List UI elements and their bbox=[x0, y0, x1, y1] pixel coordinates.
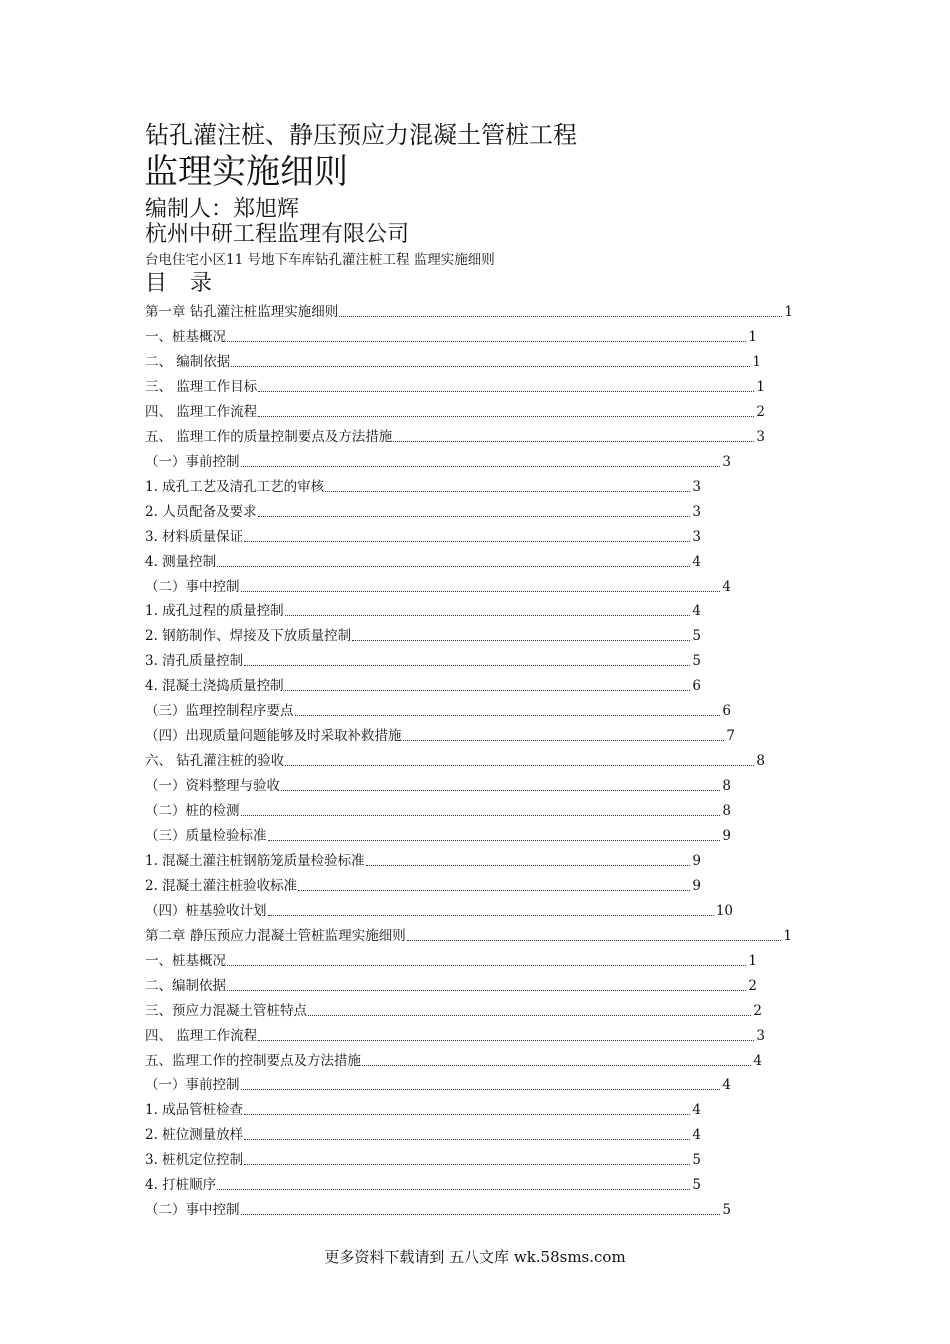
toc-dot-leader bbox=[244, 541, 690, 542]
toc-entry[interactable] bbox=[145, 1051, 762, 1069]
toc-entry-label: 第二章 静压预应力混凝土管桩监理实施细则 bbox=[145, 927, 406, 944]
toc-entry[interactable] bbox=[145, 402, 765, 420]
toc-entry[interactable] bbox=[145, 1150, 701, 1168]
toc-entry-label: 二、编制依据 bbox=[145, 977, 226, 994]
toc-entry-page: 1 bbox=[748, 328, 757, 345]
toc-entry-page: 6 bbox=[722, 703, 731, 720]
toc-entry-page: 5 bbox=[692, 653, 701, 670]
toc-entry[interactable] bbox=[145, 1001, 762, 1019]
toc-entry[interactable] bbox=[145, 427, 765, 445]
toc-dot-leader bbox=[241, 815, 721, 816]
toc-dot-leader bbox=[285, 690, 691, 691]
toc-entry-page: 1 bbox=[752, 353, 761, 370]
toc-dot-leader bbox=[407, 940, 782, 941]
toc-dot-leader bbox=[362, 1065, 751, 1066]
toc-entry-page: 5 bbox=[722, 1202, 731, 1219]
toc-entry-page: 5 bbox=[692, 628, 701, 645]
toc-entry-label: 2. 混凝土灌注桩验收标准 bbox=[145, 877, 298, 894]
toc-entry-page: 4 bbox=[692, 1102, 701, 1119]
toc-dot-leader bbox=[227, 965, 746, 966]
toc-dot-leader bbox=[241, 1214, 721, 1215]
toc-entry-page: 8 bbox=[722, 778, 731, 794]
toc-entry-page: 10 bbox=[715, 902, 733, 919]
toc-dot-leader bbox=[244, 1114, 690, 1115]
toc-entry[interactable] bbox=[145, 1125, 701, 1143]
toc-dot-leader bbox=[308, 1015, 751, 1016]
toc-dot-leader bbox=[258, 516, 691, 517]
toc-entry-label: （四）出现质量问题能够及时采取补救措施 bbox=[145, 728, 402, 745]
toc-dot-leader bbox=[281, 790, 720, 791]
toc-entry[interactable] bbox=[145, 1175, 701, 1193]
toc-entry-page: 4 bbox=[722, 1077, 731, 1094]
toc-entry-label: （三）监理控制程序要点 bbox=[145, 703, 294, 720]
toc-entry[interactable] bbox=[145, 1026, 765, 1044]
toc-entry[interactable] bbox=[145, 502, 701, 520]
toc-entry-label: 二、 编制依据 bbox=[145, 353, 231, 370]
toc-entry-label: （二）事中控制 bbox=[145, 578, 240, 595]
toc-entry[interactable] bbox=[145, 1100, 701, 1118]
toc-entry[interactable] bbox=[145, 327, 757, 345]
toc-dot-leader bbox=[268, 840, 721, 841]
toc-dot-leader bbox=[258, 1040, 754, 1041]
toc-entry-page: 3 bbox=[722, 453, 731, 470]
toc-entry-label: 1. 成孔过程的质量控制 bbox=[145, 603, 284, 620]
toc-entry-label: 3. 桩机定位控制 bbox=[145, 1152, 244, 1169]
toc-entry-label: 六、 钻孔灌注桩的验收 bbox=[145, 753, 285, 770]
toc-entry-page: 1 bbox=[784, 304, 793, 320]
toc-dot-leader bbox=[258, 391, 754, 392]
toc-entry-label: （二）事中控制 bbox=[145, 1202, 240, 1219]
toc-entry-label: 4. 测量控制 bbox=[145, 553, 217, 570]
toc-dot-leader bbox=[227, 990, 746, 991]
toc-dot-leader bbox=[241, 1089, 721, 1090]
toc-entry-label: 3. 清孔质量控制 bbox=[145, 653, 244, 670]
toc-entry-label: （一）资料整理与验收 bbox=[145, 778, 280, 794]
page-footer[interactable]: 更多资料下载请到 五八文库 wk.58sms.com bbox=[324, 1248, 626, 1266]
toc-entry[interactable] bbox=[145, 352, 761, 370]
toc-entry-page: 4 bbox=[722, 578, 731, 595]
toc-entry[interactable] bbox=[145, 527, 701, 545]
author-line: 编制人：郑旭辉 bbox=[145, 197, 300, 222]
toc-dot-leader bbox=[325, 491, 690, 492]
toc-dot-leader bbox=[258, 416, 754, 417]
toc-dot-leader bbox=[268, 915, 714, 916]
toc-entry-label: 五、监理工作的控制要点及方法措施 bbox=[145, 1052, 361, 1069]
toc-entry-page: 5 bbox=[692, 1177, 701, 1194]
toc-entry[interactable] bbox=[145, 477, 701, 495]
toc-entry-page: 2 bbox=[756, 403, 765, 420]
toc-dot-leader bbox=[217, 566, 690, 567]
toc-dot-leader bbox=[217, 1189, 690, 1190]
toc-entry-label: 四、 监理工作流程 bbox=[145, 1027, 258, 1044]
toc-entry-page: 6 bbox=[692, 678, 701, 695]
toc-dot-leader bbox=[393, 441, 754, 442]
toc-entry-label: 第一章 钻孔灌注桩监理实施细则 bbox=[145, 304, 339, 320]
document-subtitle: 台电住宅小区11 号地下车库钻孔灌注桩工程 监理实施细则 bbox=[145, 252, 495, 268]
toc-entry-page: 3 bbox=[692, 478, 701, 495]
toc-entry-label: 四、 监理工作流程 bbox=[145, 403, 258, 420]
toc-entry[interactable] bbox=[145, 302, 793, 320]
toc-entry[interactable] bbox=[145, 452, 731, 470]
toc-dot-leader bbox=[403, 740, 725, 741]
toc-entry-page: 9 bbox=[692, 877, 701, 894]
toc-entry-page: 5 bbox=[692, 1152, 701, 1169]
toc-entry[interactable] bbox=[145, 976, 757, 994]
toc-dot-leader bbox=[298, 890, 690, 891]
toc-entry-page: 1 bbox=[783, 927, 792, 944]
toc-entry-page: 8 bbox=[722, 803, 731, 819]
toc-entry-label: 3. 材料质量保证 bbox=[145, 528, 244, 545]
toc-entry-label: 一、桩基概况 bbox=[145, 952, 226, 969]
toc-entry-page: 3 bbox=[692, 503, 701, 520]
toc-dot-leader bbox=[295, 715, 721, 716]
toc-entry-label: 2. 钢筋制作、焊接及下放质量控制 bbox=[145, 628, 352, 645]
toc-dot-leader bbox=[244, 665, 690, 666]
toc-entry-page: 3 bbox=[756, 1027, 765, 1044]
toc-entry-label: 一、桩基概况 bbox=[145, 328, 226, 345]
toc-entry-label: 1. 成品管桩检查 bbox=[145, 1102, 244, 1119]
toc-entry[interactable] bbox=[145, 951, 757, 969]
toc-entry-label: 五、 监理工作的质量控制要点及方法措施 bbox=[145, 428, 393, 445]
toc-entry-label: 1. 成孔工艺及清孔工艺的审核 bbox=[145, 478, 325, 495]
toc-entry[interactable] bbox=[145, 876, 701, 894]
toc-entry-label: 2. 人员配备及要求 bbox=[145, 503, 257, 520]
toc-entry[interactable] bbox=[145, 901, 733, 919]
toc-entry-label: （一）事前控制 bbox=[145, 453, 240, 470]
toc-entry-page: 9 bbox=[692, 852, 701, 869]
toc-entry-page: 8 bbox=[756, 753, 765, 770]
toc-entry-label: （一）事前控制 bbox=[145, 1077, 240, 1094]
toc-entry-page: 1 bbox=[748, 952, 757, 969]
toc-entry-label: 4. 混凝土浇捣质量控制 bbox=[145, 678, 284, 695]
toc-dot-leader bbox=[227, 341, 746, 342]
toc-entry[interactable] bbox=[145, 601, 701, 619]
toc-entry[interactable] bbox=[145, 552, 701, 570]
toc-dot-leader bbox=[241, 466, 721, 467]
toc-entry[interactable] bbox=[145, 377, 765, 395]
toc-heading: 目 录 bbox=[145, 271, 220, 296]
toc-dot-leader bbox=[285, 765, 754, 766]
toc-entry-page: 4 bbox=[692, 553, 701, 570]
toc-entry-label: （三）质量检验标准 bbox=[145, 827, 267, 844]
toc-entry[interactable] bbox=[145, 726, 735, 744]
toc-entry-label: 2. 桩位测量放样 bbox=[145, 1127, 244, 1144]
toc-dot-leader bbox=[231, 366, 750, 367]
toc-entry-page: 4 bbox=[692, 1127, 701, 1144]
toc-entry-label: 1. 混凝土灌注桩钢筋笼质量检验标准 bbox=[145, 852, 365, 869]
company-name: 杭州中研工程监理有限公司 bbox=[145, 222, 410, 247]
toc-entry[interactable] bbox=[145, 701, 731, 719]
toc-entry-page: 7 bbox=[726, 728, 735, 745]
toc-entry-page: 2 bbox=[753, 1002, 762, 1019]
toc-entry[interactable] bbox=[145, 751, 765, 769]
toc-entry[interactable] bbox=[145, 801, 731, 819]
document-title-line2: 监理实施细则 bbox=[144, 152, 348, 192]
toc-dot-leader bbox=[339, 316, 782, 317]
toc-entry-label: （二）桩的检测 bbox=[145, 803, 240, 819]
toc-entry[interactable] bbox=[145, 926, 792, 944]
toc-dot-leader bbox=[241, 591, 721, 592]
toc-entry[interactable] bbox=[145, 851, 701, 869]
toc-entry-label: 三、预应力混凝土管桩特点 bbox=[145, 1002, 307, 1019]
toc-entry-page: 3 bbox=[692, 528, 701, 545]
toc-entry[interactable] bbox=[145, 676, 701, 694]
toc-entry[interactable] bbox=[145, 577, 731, 595]
toc-dot-leader bbox=[352, 640, 690, 641]
toc-entry-page: 1 bbox=[756, 378, 765, 395]
document-title-line1: 钻孔灌注桩、静压预应力混凝土管桩工程 bbox=[145, 121, 577, 149]
toc-entry-page: 2 bbox=[748, 977, 757, 994]
toc-entry-page: 4 bbox=[753, 1052, 762, 1069]
toc-dot-leader bbox=[366, 865, 691, 866]
toc-dot-leader bbox=[285, 615, 691, 616]
toc-dot-leader bbox=[244, 1139, 690, 1140]
toc-entry[interactable] bbox=[145, 1075, 731, 1093]
toc-entry[interactable] bbox=[145, 776, 731, 794]
toc-entry[interactable] bbox=[145, 826, 731, 844]
toc-entry-label: （四）桩基验收计划 bbox=[145, 902, 267, 919]
toc-entry-label: 三、 监理工作目标 bbox=[145, 378, 258, 395]
toc-entry-page: 4 bbox=[692, 603, 701, 620]
toc-entry[interactable] bbox=[145, 651, 701, 669]
toc-entry[interactable] bbox=[145, 1200, 731, 1218]
toc-entry[interactable] bbox=[145, 626, 701, 644]
toc-entry-page: 3 bbox=[756, 428, 765, 445]
toc-entry-page: 9 bbox=[722, 827, 731, 844]
toc-dot-leader bbox=[244, 1164, 690, 1165]
toc-entry-label: 4. 打桩顺序 bbox=[145, 1177, 217, 1194]
